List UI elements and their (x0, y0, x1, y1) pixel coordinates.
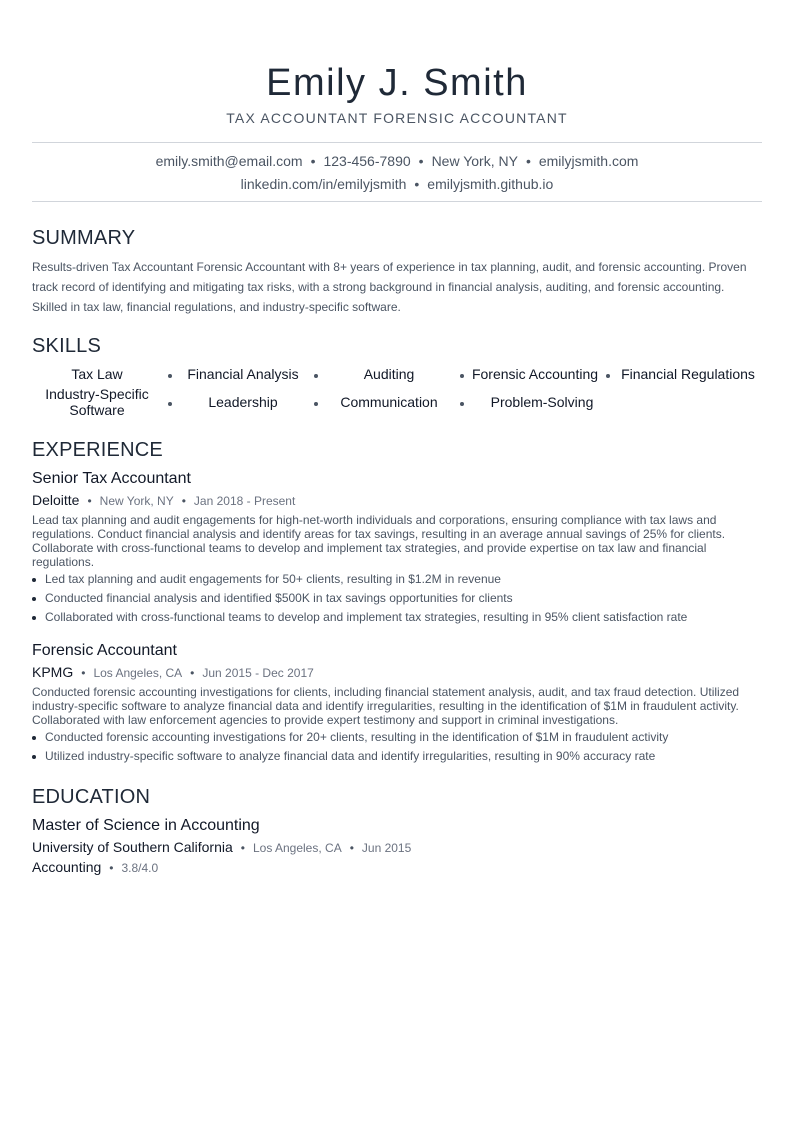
skill-separator (314, 402, 318, 406)
bullet-text: Collaborated with cross-functional teams to develop and implement tax strategies, resulting in 95% client satisfaction rate (45, 610, 688, 624)
bullet-dot (32, 755, 36, 759)
email-link[interactable]: emily.smith@email.com (155, 153, 303, 169)
separator: • (87, 494, 92, 508)
job-bullet (32, 572, 762, 586)
education-heading: EDUCATION (32, 786, 151, 808)
school-name: University of Southern California (32, 839, 233, 855)
summary-heading: SUMMARY (32, 227, 136, 249)
skill-item: Financial Analysis (187, 366, 299, 382)
summary-text: Results-driven Tax Accountant Forensic Accountant with 8+ years of experience in tax planning, audit, and forensic accounting. Proven track record of identifying and mitigating tax risks, with a strong background in financial analysis, auditing, and forensic accounting. Skilled in tax law, financial regulations, and industry-specific software. (32, 260, 747, 314)
skill-item: Auditing (363, 366, 415, 382)
separator: • (310, 153, 316, 169)
phone-number: 123-456-7890 (323, 153, 411, 169)
bullet-text: Utilized industry-specific software to analyze financial data and identify irregularities, resulting in 90% accuracy rate (45, 749, 656, 763)
skill-separator (460, 374, 464, 378)
skill-separator (168, 402, 172, 406)
location: New York, NY (431, 153, 518, 169)
linkedin-link[interactable]: linkedin.com/in/emilyjsmith (240, 176, 407, 192)
job-bullet (32, 730, 762, 744)
skill-item: Financial Regulations (621, 366, 755, 382)
job-dates: Jun 2015 - Dec 2017 (202, 666, 314, 680)
header-divider-top (32, 142, 762, 143)
job-bullet (32, 591, 762, 605)
company-name: Deloitte (32, 492, 80, 508)
skill-item: Industry-Specific Software (45, 386, 149, 418)
job-location: New York, NY (99, 494, 174, 508)
job-bullet (32, 749, 762, 763)
bullet-text: Conducted financial analysis and identified $500K in tax savings opportunities for clients (45, 591, 513, 605)
skill-item: Tax Law (71, 366, 123, 382)
bullet-text: Conducted forensic accounting investigations for 20+ clients, resulting in the identification of $1M in fraudulent activity (45, 730, 669, 744)
field-of-study: Accounting (32, 859, 102, 875)
job-dates: Jan 2018 - Present (193, 494, 296, 508)
job-title: Forensic Accountant (32, 642, 177, 659)
github-link[interactable]: emilyjsmith.github.io (427, 176, 554, 192)
candidate-name: Emily J. Smith (266, 62, 528, 104)
bullet-dot (32, 616, 36, 620)
job-title: Senior Tax Accountant (32, 470, 191, 487)
separator: • (414, 176, 420, 192)
contact-line-1 (32, 153, 762, 169)
gpa: 3.8/4.0 (121, 861, 159, 875)
job-location: Los Angeles, CA (93, 666, 183, 680)
separator: • (81, 666, 86, 680)
experience-heading: EXPERIENCE (32, 439, 163, 461)
separator: • (190, 666, 195, 680)
skills-heading: SKILLS (32, 335, 102, 357)
degree-title: Master of Science in Accounting (32, 817, 260, 834)
job-meta (32, 492, 295, 508)
separator: • (109, 861, 114, 875)
skill-item: Problem-Solving (490, 394, 594, 410)
separator: • (181, 494, 186, 508)
skill-separator (168, 374, 172, 378)
job-meta (32, 664, 314, 680)
bullet-dot (32, 597, 36, 601)
separator: • (240, 841, 245, 855)
separator: • (525, 153, 531, 169)
website-link[interactable]: emilyjsmith.com (538, 153, 639, 169)
separator: • (349, 841, 354, 855)
skill-item: Forensic Accounting (471, 366, 599, 382)
skill-item: Leadership (208, 394, 278, 410)
bullet-dot (32, 736, 36, 740)
job-description: Conducted forensic accounting investigations for clients, including financial statement analysis, audit, and tax fraud detection. Utilized industry-specific software to analyze financial data and identify irregularities, resulting in the identification of $1M in fraudulent activity. Collaborated with law enforcement agencies to provide expert testimony and support in criminal investigations. (32, 685, 740, 727)
job-description: Lead tax planning and audit engagements for high-net-worth individuals and corporations, ensuring compliance with tax laws and regulations. Conduct financial analysis and identify areas for tax savings, resulting in an average annual savings of 25% for clients. Collaborate with cross-functional teams to develop and implement tax strategies, and provide expertise on tax law and financial regulations. (32, 513, 726, 569)
school-location: Los Angeles, CA (252, 841, 342, 855)
education-field-meta (32, 859, 158, 875)
skill-separator (314, 374, 318, 378)
education-meta (32, 839, 411, 855)
job-bullet (32, 610, 762, 624)
skill-separator (606, 374, 610, 378)
company-name: KPMG (32, 664, 74, 680)
skill-item: Communication (340, 394, 438, 410)
candidate-title: TAX ACCOUNTANT FORENSIC ACCOUNTANT (226, 110, 568, 126)
separator: • (418, 153, 424, 169)
bullet-text: Led tax planning and audit engagements for 50+ clients, resulting in $1.2M in revenue (45, 572, 501, 586)
header-divider-bottom (32, 201, 762, 202)
contact-line-2 (32, 176, 762, 192)
graduation-date: Jun 2015 (361, 841, 412, 855)
skill-separator (460, 402, 464, 406)
bullet-dot (32, 578, 36, 582)
